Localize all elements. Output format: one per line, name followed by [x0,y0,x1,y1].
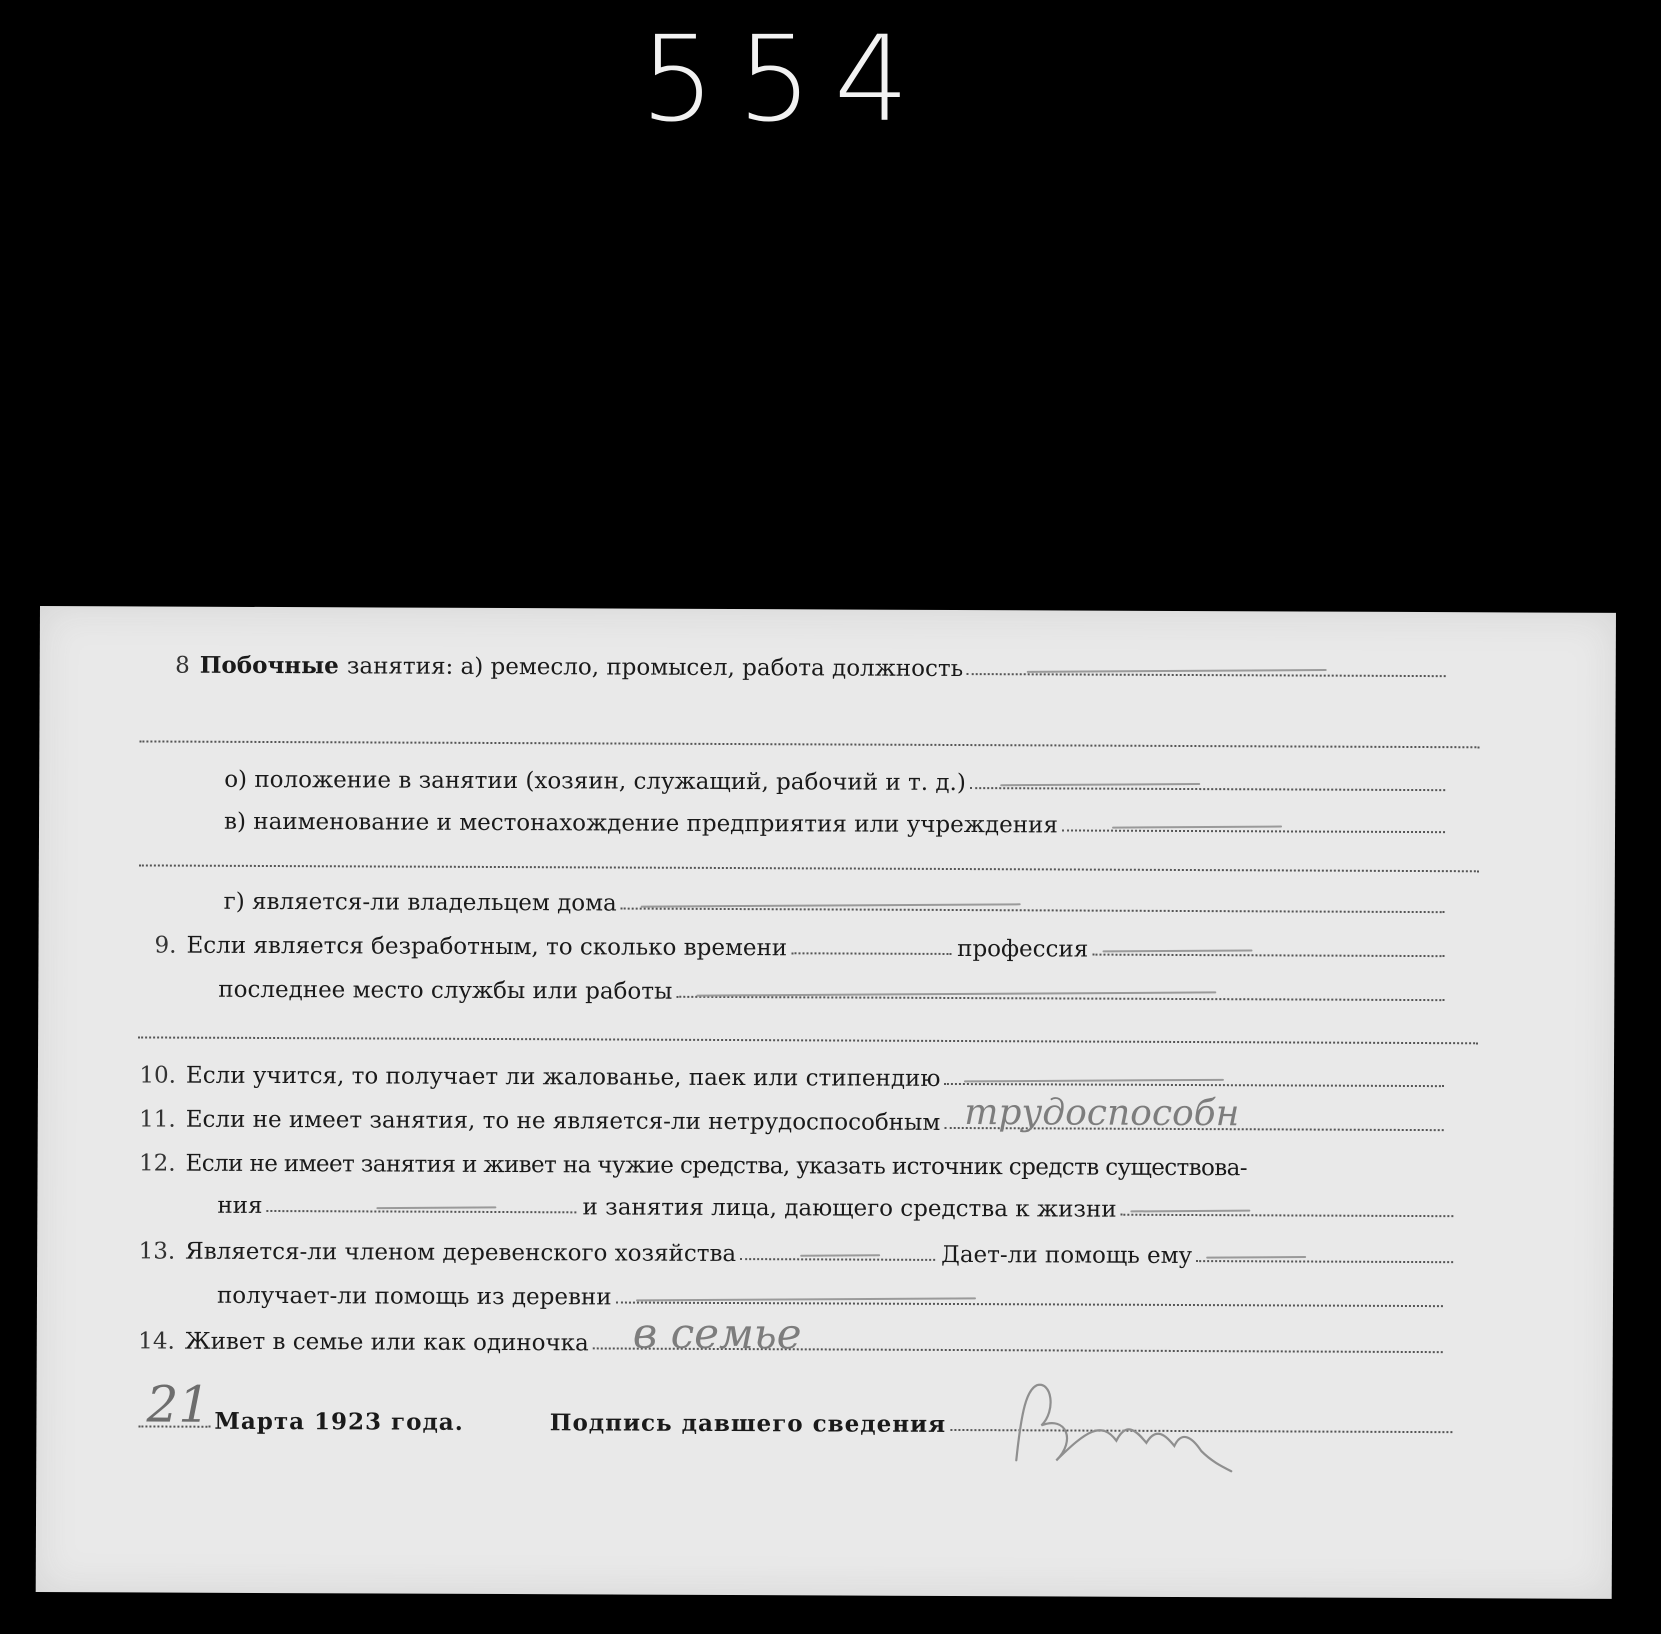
signature-label: Подпись давшего сведения [549,1409,947,1438]
q8-label-bold: Побочные [199,651,339,680]
q9-profession-label: профессия [957,936,1089,963]
q13-help-from-row [37,1274,1613,1315]
q8g-row [39,880,1615,921]
q8v-label: в) наименование и местонахождение предприятия или учреждения [224,808,1058,839]
q12-label: Если не имеет занятия и живет на чужие средства, указать источник средств существова- [185,1150,1247,1182]
q8b-fill[interactable] [970,787,1445,791]
q13-help-to-label: Дает-ли помощь ему [941,1241,1193,1270]
q9-row [38,924,1614,965]
q14-number: 14. [138,1328,175,1355]
signature-scribble [1006,1370,1236,1481]
q13-row [37,1230,1613,1271]
q8-label: занятия: а) ремесло, промысел, работа должность [346,653,964,683]
q9-last-fill[interactable] [676,996,1444,1001]
q10-number: 10. [139,1062,177,1089]
q14-row [37,1308,1613,1361]
frame-number: 554 [640,10,932,148]
q13-help-to-fill[interactable] [1196,1260,1453,1263]
q8b-label: о) положение в занятии (хозяин, служащий, рабочий и т. д.) [224,766,966,797]
q9-extra-line [138,1036,1478,1044]
q9-profession-fill[interactable] [1092,954,1444,958]
q12-cont-label: ния [217,1192,263,1219]
q8-extra-line [139,740,1479,748]
q11-label: Если не имеет занятия, то не является-ли нетрудоспособным [185,1106,941,1136]
q8v-extra-line [139,864,1479,872]
q8b-row [39,758,1615,799]
date-day-handwritten: 21 [146,1375,211,1434]
questionnaire-card [36,606,1616,1599]
date-label: Марта 1923 года. [214,1407,464,1436]
q8-a-fill[interactable] [967,673,1446,677]
q10-fill[interactable] [944,1083,1444,1087]
q9-label: Если является безработным, то сколько времени [186,932,788,962]
q13-label: Является-ли членом деревенского хозяйства [185,1238,737,1268]
q12-row [38,1142,1614,1183]
q10-row [38,1054,1614,1095]
q11-number: 11. [139,1106,176,1133]
q11-handwritten-answer: трудоспособн [964,1092,1240,1135]
q8-number: 8 [175,652,190,679]
q12-number: 12. [138,1150,176,1177]
q9-number: 9. [154,932,177,959]
q11-fill[interactable] [944,1092,1444,1135]
q10-label: Если учится, то получает ли жалованье, паек или стипендию [185,1062,941,1092]
q12-cont-row [37,1184,1613,1225]
q8g-fill[interactable] [621,908,1445,914]
q13-member-fill[interactable] [740,1258,935,1261]
q13-help-from-fill[interactable] [616,1302,1443,1308]
q12-person-fill[interactable] [1121,1214,1454,1217]
q13-help-from-label: получает-ли помощь из деревни [216,1282,612,1311]
q11-row [38,1092,1614,1139]
q14-label: Живет в семье или как одиночка [184,1328,589,1357]
footer-row [36,1375,1612,1441]
q9-last-label: последнее место службы или работы [218,976,673,1005]
q14-fill[interactable] [593,1308,1443,1359]
q8g-label: г) является-ли владельцем дома [223,888,617,917]
q8v-fill[interactable] [1062,829,1445,833]
q9-duration-fill[interactable] [791,952,951,955]
q12-cont2-label: и занятия лица, дающего средства к жизни [582,1194,1117,1223]
q12-source-fill[interactable] [267,1210,577,1213]
date-day-fill[interactable] [138,1375,211,1434]
q9-last-row [38,968,1614,1009]
q13-number: 13. [138,1238,176,1265]
q8-row [40,644,1616,685]
q14-handwritten-answer: в семье [632,1308,802,1359]
q8v-row [39,800,1615,841]
